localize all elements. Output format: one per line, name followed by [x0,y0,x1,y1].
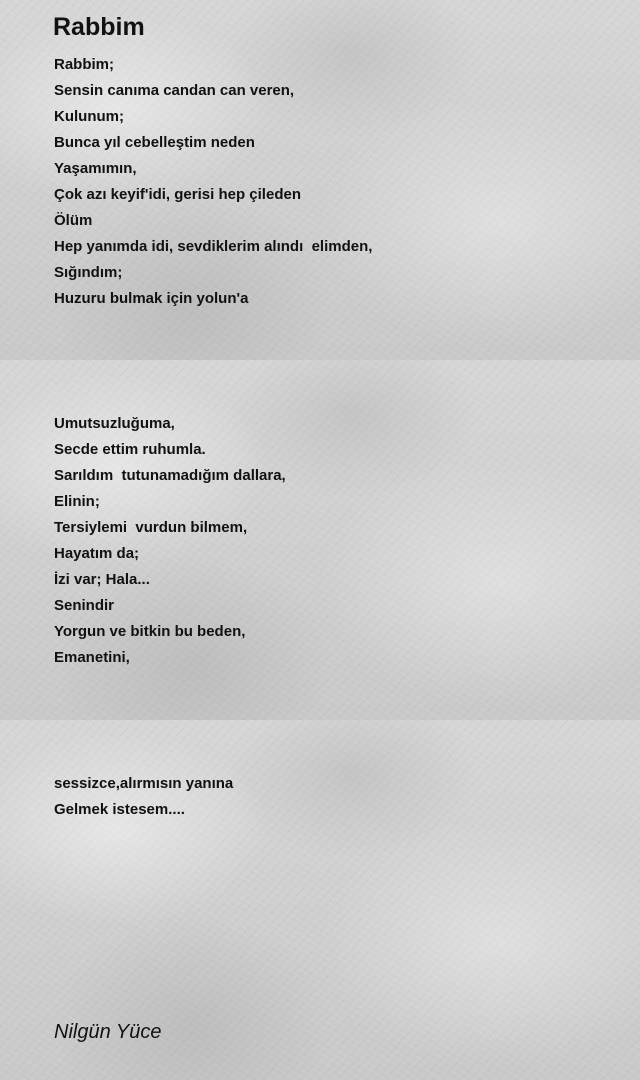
poem-title: Rabbim [53,13,145,41]
poem-line: Kulunum; [54,108,124,125]
poem-line: sessizce,alırmısın yanına [54,775,234,792]
poem-line: Emanetini, [54,649,130,666]
poem-line: Sensin canıma candan can veren, [54,82,295,99]
stanza-3 [54,771,233,823]
poem-line: Senindir [54,597,115,614]
poem-line: Yaşamımın, [54,160,137,177]
poem-line: İzi var; Hala... [54,571,150,588]
poem-line: Rabbim; [54,56,114,73]
stanza-2 [54,411,286,671]
poem-line: Ölüm [54,212,93,229]
poem-line: Huzuru bulmak için yolun'a [54,290,249,307]
poem-line: Çok azı keyif'idi, gerisi hep çileden [54,186,301,203]
poem-line: Elinin; [54,493,100,510]
poem-line: Sığındım; [54,264,123,281]
stanza-1 [54,52,372,312]
poem-line: Gelmek istesem.... [54,801,185,818]
poem-author: Nilgün Yüce [54,1021,162,1043]
poem-line: Yorgun ve bitkin bu beden, [54,623,246,640]
poem-line: Bunca yıl cebelleştim neden [54,134,255,151]
poem-line: Secde ettim ruhumla. [54,441,206,458]
poem-line: Umutsuzluğuma, [54,415,175,432]
poem-line: Sarıldım tutunamadığım dallara, [54,467,286,484]
poem-line: Hep yanımda idi, sevdiklerim alındı elimden, [54,238,373,255]
poem-line: Hayatım da; [54,545,140,562]
poem-line: Tersiylemi vurdun bilmem, [54,519,248,536]
